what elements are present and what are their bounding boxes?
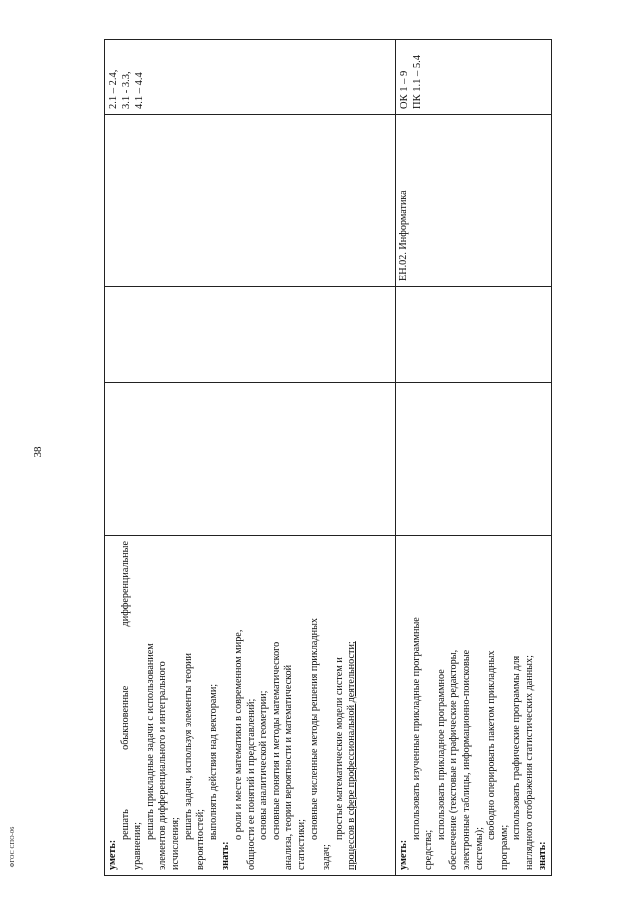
requirement-line: использовать прикладное программное	[435, 669, 447, 840]
competency-code: 3.1 - 3.3,	[121, 71, 132, 109]
table-row	[105, 40, 396, 876]
znat-header: знать:	[536, 841, 548, 870]
requirement-line: использовать графические программы для	[511, 655, 523, 840]
requirements-cell	[396, 536, 552, 876]
requirement-line: системы);	[473, 827, 485, 870]
requirement-line: уравнения;	[132, 822, 144, 870]
requirement-line: элементов дифференциального и интегрального	[157, 661, 169, 870]
requirement-line: наглядного отображения статистических данных;	[523, 655, 535, 870]
empty-cell	[105, 287, 396, 383]
competency-cell	[105, 40, 396, 115]
requirement-line: средства;	[423, 829, 435, 870]
requirement-line: простые математические модели систем и	[333, 657, 345, 840]
discipline-cell: ЕН.02. Информатика	[396, 115, 552, 287]
competency-table	[104, 40, 548, 876]
table-region	[104, 40, 548, 876]
table-row	[396, 40, 552, 876]
requirement-line: задач;	[321, 844, 333, 870]
requirement-line: процессов в сфере профессиональной деятельности;	[346, 641, 358, 870]
requirement-line: основные численные методы решения прикладных	[308, 617, 320, 840]
empty-cell	[396, 383, 552, 536]
umet-header: уметь:	[398, 839, 409, 870]
requirement-line: анализа, теории вероятности и математической	[283, 664, 295, 870]
requirement-line: решать прикладные задачи с использованием	[144, 643, 156, 840]
requirement-line: основные понятия и методы математического	[270, 641, 282, 840]
competency-code: ОК 1 – 9	[399, 70, 410, 109]
requirement-line: вероятностей;	[195, 809, 207, 870]
discipline-cell	[105, 115, 396, 287]
znat-header: знать:	[220, 841, 232, 870]
requirement-line: общности ее понятий и представлений;	[245, 698, 257, 870]
requirement-line: исчисления;	[169, 817, 181, 870]
requirement-line: электронные таблицы, информационно-поисковые	[460, 649, 472, 870]
umet-header: уметь:	[107, 839, 118, 870]
competency-code: 2.1 – 2.4,	[108, 69, 119, 109]
requirements-table	[104, 39, 552, 876]
requirement-line: решать обыкновенные дифференциальные	[119, 541, 131, 840]
requirement-line: выполнять действия над векторами;	[207, 683, 219, 840]
empty-cell	[105, 383, 396, 536]
requirement-line: программ;	[498, 824, 510, 870]
requirement-line: обеспечение (текстовые и графические редакторы,	[448, 649, 460, 870]
requirements-cell	[105, 536, 396, 876]
requirement-line: основы аналитической геометрии;	[258, 690, 270, 840]
competency-code: ПК 1.1 – 5.4	[412, 55, 423, 109]
page-number: 38	[32, 446, 44, 458]
competency-cell	[396, 40, 552, 115]
requirement-line: свободно оперировать пакетом прикладных	[486, 650, 498, 840]
requirement-line: использовать изученные прикладные программные	[410, 617, 422, 840]
footer-doc-code: ФГОС СПО-06	[10, 826, 16, 868]
competency-code: 4.1 – 4.4	[134, 72, 145, 109]
requirement-line: статистики;	[295, 819, 307, 870]
empty-cell	[396, 287, 552, 383]
requirement-line: о роли и месте математики в современном мире,	[232, 629, 244, 840]
requirement-line: решать задачи, используя элементы теории	[182, 653, 194, 840]
